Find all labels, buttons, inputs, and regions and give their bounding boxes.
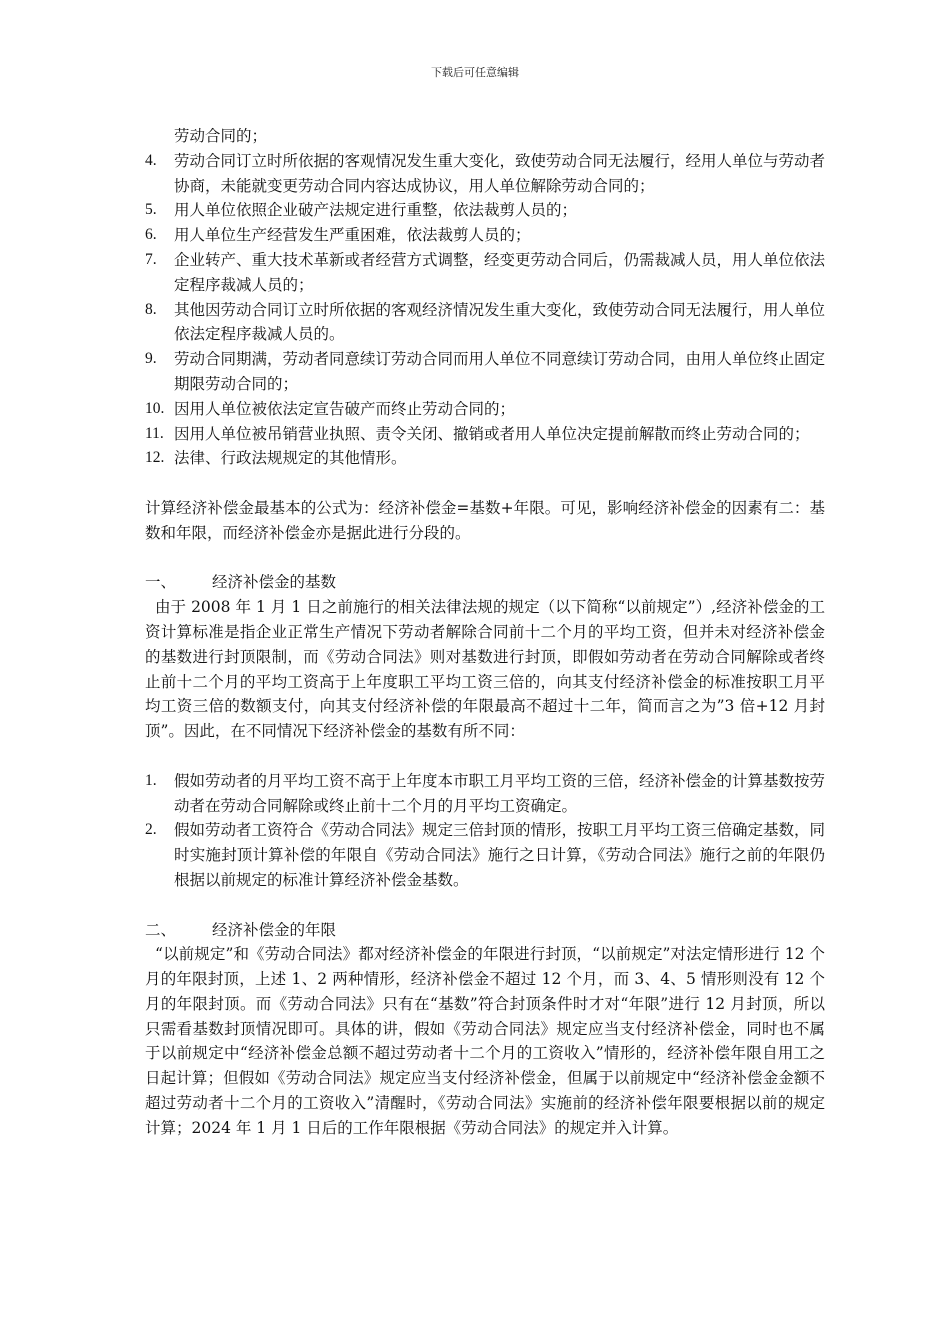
- section-paragraph: [145, 942, 825, 1140]
- list-text: 假如劳动者工资符合《劳动合同法》规定三倍封顶的情形，按职工月平均工资三倍确定基数，同时实施封顶计算补偿的年限自《劳动合同法》施行之日计算，《劳动合同法》施行之前的年限仍根据以前规定的标准计算经济补偿金基数。: [174, 821, 826, 889]
- list-item: [145, 818, 825, 892]
- list-item: [145, 446, 825, 471]
- section-title: 经济补偿金的年限: [212, 920, 337, 939]
- list-number: 4.: [145, 151, 157, 169]
- list-item: [145, 198, 825, 223]
- list-text: 劳动合同期满，劳动者同意续订劳动合同而用人单位不同意续订劳动合同，由用人单位终止固定期限劳动合同的；: [174, 350, 826, 393]
- spacer: [145, 471, 825, 496]
- spacer: [145, 744, 825, 769]
- document-body: [145, 124, 825, 1141]
- section-heading: [145, 918, 825, 943]
- section-title: 经济补偿金的基数: [212, 573, 337, 592]
- list-text: 企业转产、重大技术革新或者经营方式调整，经变更劳动合同后，仍需裁减人员，用人单位依法定程序裁减人员的；: [174, 250, 826, 294]
- section-paragraph-text: 由于 2008 年 1 月 1 日之前施行的相关法律法规的规定（以下简称“以前规定”）,经济补偿金的工资计算标准是指企业正常生产情况下劳动者解除合同前十二个月的平均工资，但并未对经济补偿金的基数进行封顶限制，而《劳动合同法》则对基数进行封顶，即假如劳动者在劳动合同解除或者终止前十二个月的平均工资高于上年度职工平均工资三倍的，向其支付经济补偿金的标准按职工月平均工资三倍的数额支付，向其支付经济补偿的年限最高不超过十二年，简而言之为”3 倍+12 月封顶”。因此，在不同情况下经济补偿金的基数有所不同：: [145, 598, 825, 741]
- list-text: 假如劳动者的月平均工资不高于上年度本市职工月平均工资的三倍，经济补偿金的计算基数按劳动者在劳动合同解除或终止前十二个月的月平均工资确定。: [174, 771, 826, 815]
- list-number: 8.: [145, 300, 157, 318]
- list-number: 10.: [145, 399, 165, 417]
- section-heading: [145, 570, 825, 595]
- list-text: 用人单位生产经营发生严重困难，依法裁剪人员的；: [174, 226, 531, 245]
- list-item: [145, 422, 825, 447]
- list-text: 法律、行政法规规定的其他情形。: [174, 449, 407, 468]
- list-number: 7.: [145, 250, 157, 268]
- list-number: 6.: [145, 226, 157, 244]
- spacer: [145, 893, 825, 918]
- formula-paragraph: 计算经济补偿金最基本的公式为：经济补偿金=基数+年限。可见，影响经济补偿金的因素有二：基数和年限，而经济补偿金亦是据此进行分段的。: [145, 498, 825, 542]
- list-text: 劳动合同订立时所依据的客观情况发生重大变化，致使劳动合同无法履行，经用人单位与劳动者协商，未能就变更劳动合同内容达成协议，用人单位解除劳动合同的；: [174, 151, 826, 195]
- list-text: 其他因劳动合同订立时所依据的客观经济情况发生重大变化，致使劳动合同无法履行，用人单位依法定程序裁减人员的。: [174, 300, 826, 344]
- list-text: 因用人单位被吊销营业执照、责令关闭、撤销或者用人单位决定提前解散而终止劳动合同的；: [174, 424, 810, 443]
- list-number: 1.: [145, 771, 157, 789]
- list-number: 2.: [145, 821, 157, 839]
- list-item-continuation: 劳动合同的；: [174, 127, 268, 145]
- list-item: [145, 298, 825, 348]
- section-paragraph-text: “以前规定”和《劳动合同法》都对经济补偿金的年限进行封顶，“以前规定”对法定情形进行 12 个月的年限封顶，上述 1、2 两种情形，经济补偿金不超过 12 个月，而 3、4、5 情形则没有 12 个月的年限封顶。而《劳动合同法》只有在“基数”符合封顶条件时才对“年限”进行 12 月封顶，所以只需看基数封顶情况即可。具体的讲，假如《劳动合同法》规定应当支付经济补偿金，同时也不属于以前规定中“经济补偿金总额不超过劳动者十二个月的工资收入”情形的，经济补偿年限自用工之日起计算；但假如《劳动合同法》规定应当支付经济补偿金，但属于以前规定中“经济补偿金金额不超过劳动者十二个月的工资收入”清醒时，《劳动合同法》实施前的经济补偿年限要根据以前的规定计算；2024 年 1 月 1 日后的工作年限根据《劳动合同法》的规定并入计算。: [145, 945, 825, 1137]
- list-text: 因用人单位被依法定宣告破产而终止劳动合同的；: [174, 399, 516, 418]
- list-item: [145, 248, 825, 298]
- page-header: 下载后可任意编辑: [431, 66, 519, 79]
- section-paragraph: [145, 595, 825, 744]
- spacer: [145, 546, 825, 571]
- list-item: [145, 149, 825, 199]
- list-item: [145, 223, 825, 248]
- list-number: 11.: [145, 424, 164, 442]
- list-item: [145, 397, 825, 422]
- list-text: 用人单位依照企业破产法规定进行重整，依法裁剪人员的；: [174, 201, 578, 220]
- list-number: 9.: [145, 350, 157, 368]
- list-item: [145, 769, 825, 819]
- list-number: 12.: [145, 449, 165, 467]
- section-number: 一、: [145, 573, 177, 592]
- list-number: 5.: [145, 201, 157, 219]
- list-item: [145, 347, 825, 397]
- section-number: 二、: [145, 920, 177, 939]
